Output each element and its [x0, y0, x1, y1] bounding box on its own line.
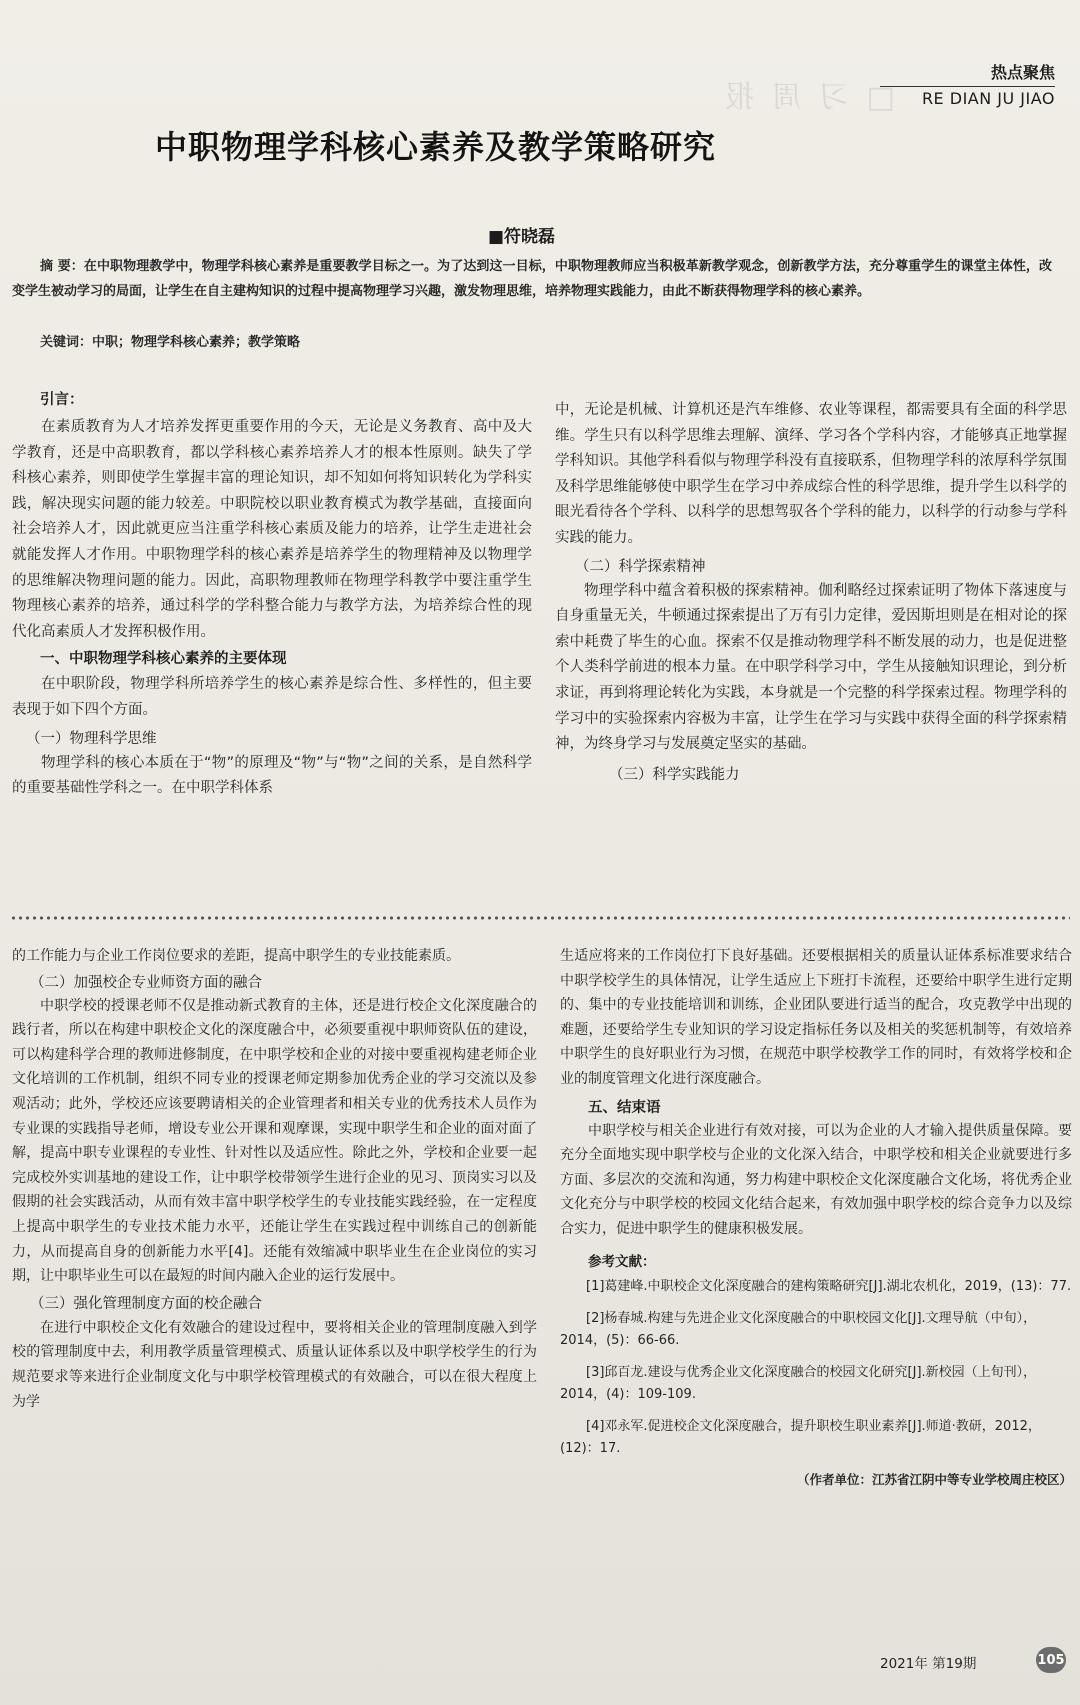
subsection-3-heading: （三）科学实践能力 [609, 766, 740, 783]
references-heading: 参考文献： [588, 1253, 656, 1270]
intro-heading: 引言： [40, 392, 84, 408]
section-title: 热点聚焦 [990, 63, 1055, 82]
upper-right-column [555, 398, 1067, 784]
lower-left-paragraph-1: 的工作能力与企业工作岗位要求的差距，提高中职学生的专业技能素质。 [12, 948, 460, 964]
page-divider [10, 914, 1070, 922]
reference-item: [2]杨春城.构建与先进企业文化深度融合的中职校园文化[J].文理导航（中旬），2014，(5)：66-66. [560, 1310, 1037, 1348]
abstract-text: 在中职物理教学中，物理学科核心素养是重要教学目标之一。为了达到这一目标，中职物理教师应当积极革新教学观念，创新教学方法，充分尊重学生的课堂主体性，改变学生被动学习的局面，让学生在自主建构知识的过程中提高物理学习兴趣，激发物理思维，培养物理实践能力，由此不断获得物理学科的核心素养。 [12, 259, 1052, 299]
keywords-label: 关键词： [40, 335, 93, 350]
reference-item: [3]邱百龙.建设与优秀企业文化深度融合的校园文化研究[J].新校园（上旬刊），2014，(4)：109-109. [560, 1364, 1037, 1402]
watermark-ghost-text: □ 习 周 报 [720, 80, 895, 115]
keywords-text: 中职；物理学科核心素养；教学策略 [92, 335, 301, 350]
keywords [40, 331, 300, 350]
intro-paragraph: 在素质教育为人才培养发挥更重要作用的今天，无论是义务教育、高中及大学教育，还是中高职教育，都以学科核心素养培养人才的根本性原则。缺失了学科核心素养，则即使学生掌握丰富的理论知识，却不知如何将知识转化为学科实践，解决现实问题的能力较差。中职院校以职业教育模式为教学基础，直接面向社会培养人才，因此就更应当注重学科核心素质及能力的培养，让学生走进社会就能发挥人才作用。中职物理学科的核心素养是培养学生的物理精神及以物理学的思维解决物理问题的能力。因此，高职物理教师在物理学科教学中要注重学生物理核心素养的培养，通过科学的学科整合能力与教学方法，为培养综合性的现代化高素质人才发挥积极作用。 [12, 419, 532, 640]
lower-subsection-2-heading: （二）加强校企专业师资方面的融合 [30, 974, 262, 991]
section-1-paragraph: 在中职阶段，物理学科所培养学生的核心素养是综合性、多样性的，但主要表现于如下四个方面。 [12, 676, 532, 718]
lower-right-column [560, 944, 1072, 1488]
right-paragraph-2: 物理学科中蕴含着积极的探索精神。伽利略经过探索证明了物体下落速度与自身重量无关，牛顿通过探索提出了万有引力定律，爱因斯坦则是在相对论的探索中耗费了毕生的心血。探索不仅是推动物理学科不断发展的动力，也是促进整个人类科学前进的根本力量。在中职学科学习中，学生从接触知识理论，到分析求证，再到将理论转化为实践，本身就是一个完整的科学探索过程。物理学科的学习中的实验探索内容极为丰富，让学生在学习与实践中获得全面的科学探索精神，为终身学习与发展奠定坚实的基础。 [555, 582, 1067, 753]
page-number-badge [1036, 1647, 1066, 1673]
author: ■符晓磊 [488, 227, 556, 247]
subsection-2-heading: （二）科学探索精神 [575, 558, 706, 575]
section-header [880, 60, 1055, 108]
section-1-heading: 一、中职物理学科核心素养的主要体现 [40, 651, 287, 668]
conclusion-paragraph: 中职学校与相关企业进行有效对接，可以为企业的人才输入提供质量保障。要充分全面地实现中职学校与企业的文化深入结合，中职学校和相关企业就要进行多方面、多层次的交流和沟通，努力构建中职校企文化深度融合文化场，将优秀企业文化充分与中职学校的校园文化结合起来，有效加强中职学校的综合竞争力以及综合实力，促进中职学生的健康积极发展。 [560, 1122, 1072, 1237]
lower-right-paragraph-1: 生适应将来的工作岗位打下良好基础。还要根据相关的质量认证体系标准要求结合中职学校学生的具体情况，让学生适应上下班打卡流程，还要给中职学生进行定期的、集中的专业技能培训和训练，企业团队要进行适当的配合，攻克教学中出现的难题，还要给学生专业知识的学习设定指标任务以及相关的奖惩机制等，有效培养中职学生的良好职业行为习惯，在规范中职学校教学工作的同时，有效将学校和企业的制度管理文化进行深度融合。 [560, 948, 1072, 1087]
section-5-heading: 五、结束语 [588, 1099, 661, 1116]
lower-left-column [12, 944, 537, 1414]
abstract-label: 摘 要： [40, 259, 84, 274]
page-number: 105 [1037, 1652, 1065, 1668]
author-unit: （作者单位：江苏省江阴中等专业学校周庄校区） [796, 1471, 1072, 1487]
section-pinyin: RE DIAN JU JIAO [880, 86, 1055, 108]
right-paragraph-1: 中，无论是机械、计算机还是汽车维修、农业等课程，都需要具有全面的科学思维。学生只有以科学思维去理解、演绎、学习各个学科内容，才能够真正地掌握学科知识。其他学科看似与物理学科没有直接联系，但物理学科的浓厚科学氛围及科学思维能够使中职学生在学习中养成综合性的科学思维，提升学生以科学的眼光看待各个学科、以科学的思想驾驭各个学科的能力，以科学的行动参与学科实践的能力。 [555, 402, 1067, 546]
abstract [12, 254, 1052, 304]
reference-item: [1]葛建峰.中职校企文化深度融合的建构策略研究[J].湖北农机化，2019，(13)：77. [586, 1278, 1072, 1294]
lower-left-paragraph-3: 在进行中职校企文化有效融合的建设过程中，要将相关企业的管理制度融入到学校的管理制度中去，利用教学质量管理模式、质量认证体系以及中职学校学生的行为规范要求等来进行企业制度文化与中职学校管理模式的有效融合，可以在很大程度上为学 [12, 1319, 537, 1410]
issue-label: 2021年 第19期 [880, 1656, 977, 1672]
page-title: 中职物理学科核心素养及教学策略研究 [155, 128, 717, 166]
lower-left-paragraph-2: 中职学校的授课老师不仅是推动新式教育的主体，还是进行校企文化深度融合的践行者，所以在构建中职校企文化的深度融合中，必须要重视中职师资队伍的建设，可以构建科学合理的教师进修制度，在中职学校和企业的对接中要重视构建老师企业文化培训的工作机制，组织不同专业的授课老师定期参加优秀企业的学习交流以及参观活动；此外，学校还应该要聘请相关的企业管理者和相关专业的优秀技术人员作为专业课的实践指导老师，增设专业公开课和观摩课，实现中职学生和企业的面对面了解，提高中职专业课程的专业性、针对性以及适应性。除此之外，学校和企业要一起完成校外实训基地的建设工作，让中职学校带领学生进行企业的见习、顶岗实习以及假期的社会实践活动，从而有效丰富中职学校学生的专业技能实践经验，在一定程度上提高中职学生的专业技术能力水平，还能让学生在实践过程中训练自己的创新能力，从而提高自身的创新能力水平[4]。还能有效缩减中职毕业生在企业岗位的实习期，让中职毕业生可以在最短的时间内融入企业的运行发展中。 [12, 997, 537, 1285]
upper-left-column [12, 388, 532, 802]
lower-subsection-3-heading: （三）强化管理制度方面的校企融合 [30, 1295, 262, 1312]
subsection-1-heading: （一）物理科学思维 [26, 730, 157, 747]
reference-item: [4]邓永军.促进校企文化深度融合，提升职校生职业素养[J].师道·教研，2012，(12)：17. [560, 1418, 1041, 1456]
subsection-1-paragraph: 物理学科的核心本质在于“物”的原理及“物”与“物”之间的关系，是自然科学的重要基础性学科之一。在中职学科体系 [12, 754, 532, 797]
